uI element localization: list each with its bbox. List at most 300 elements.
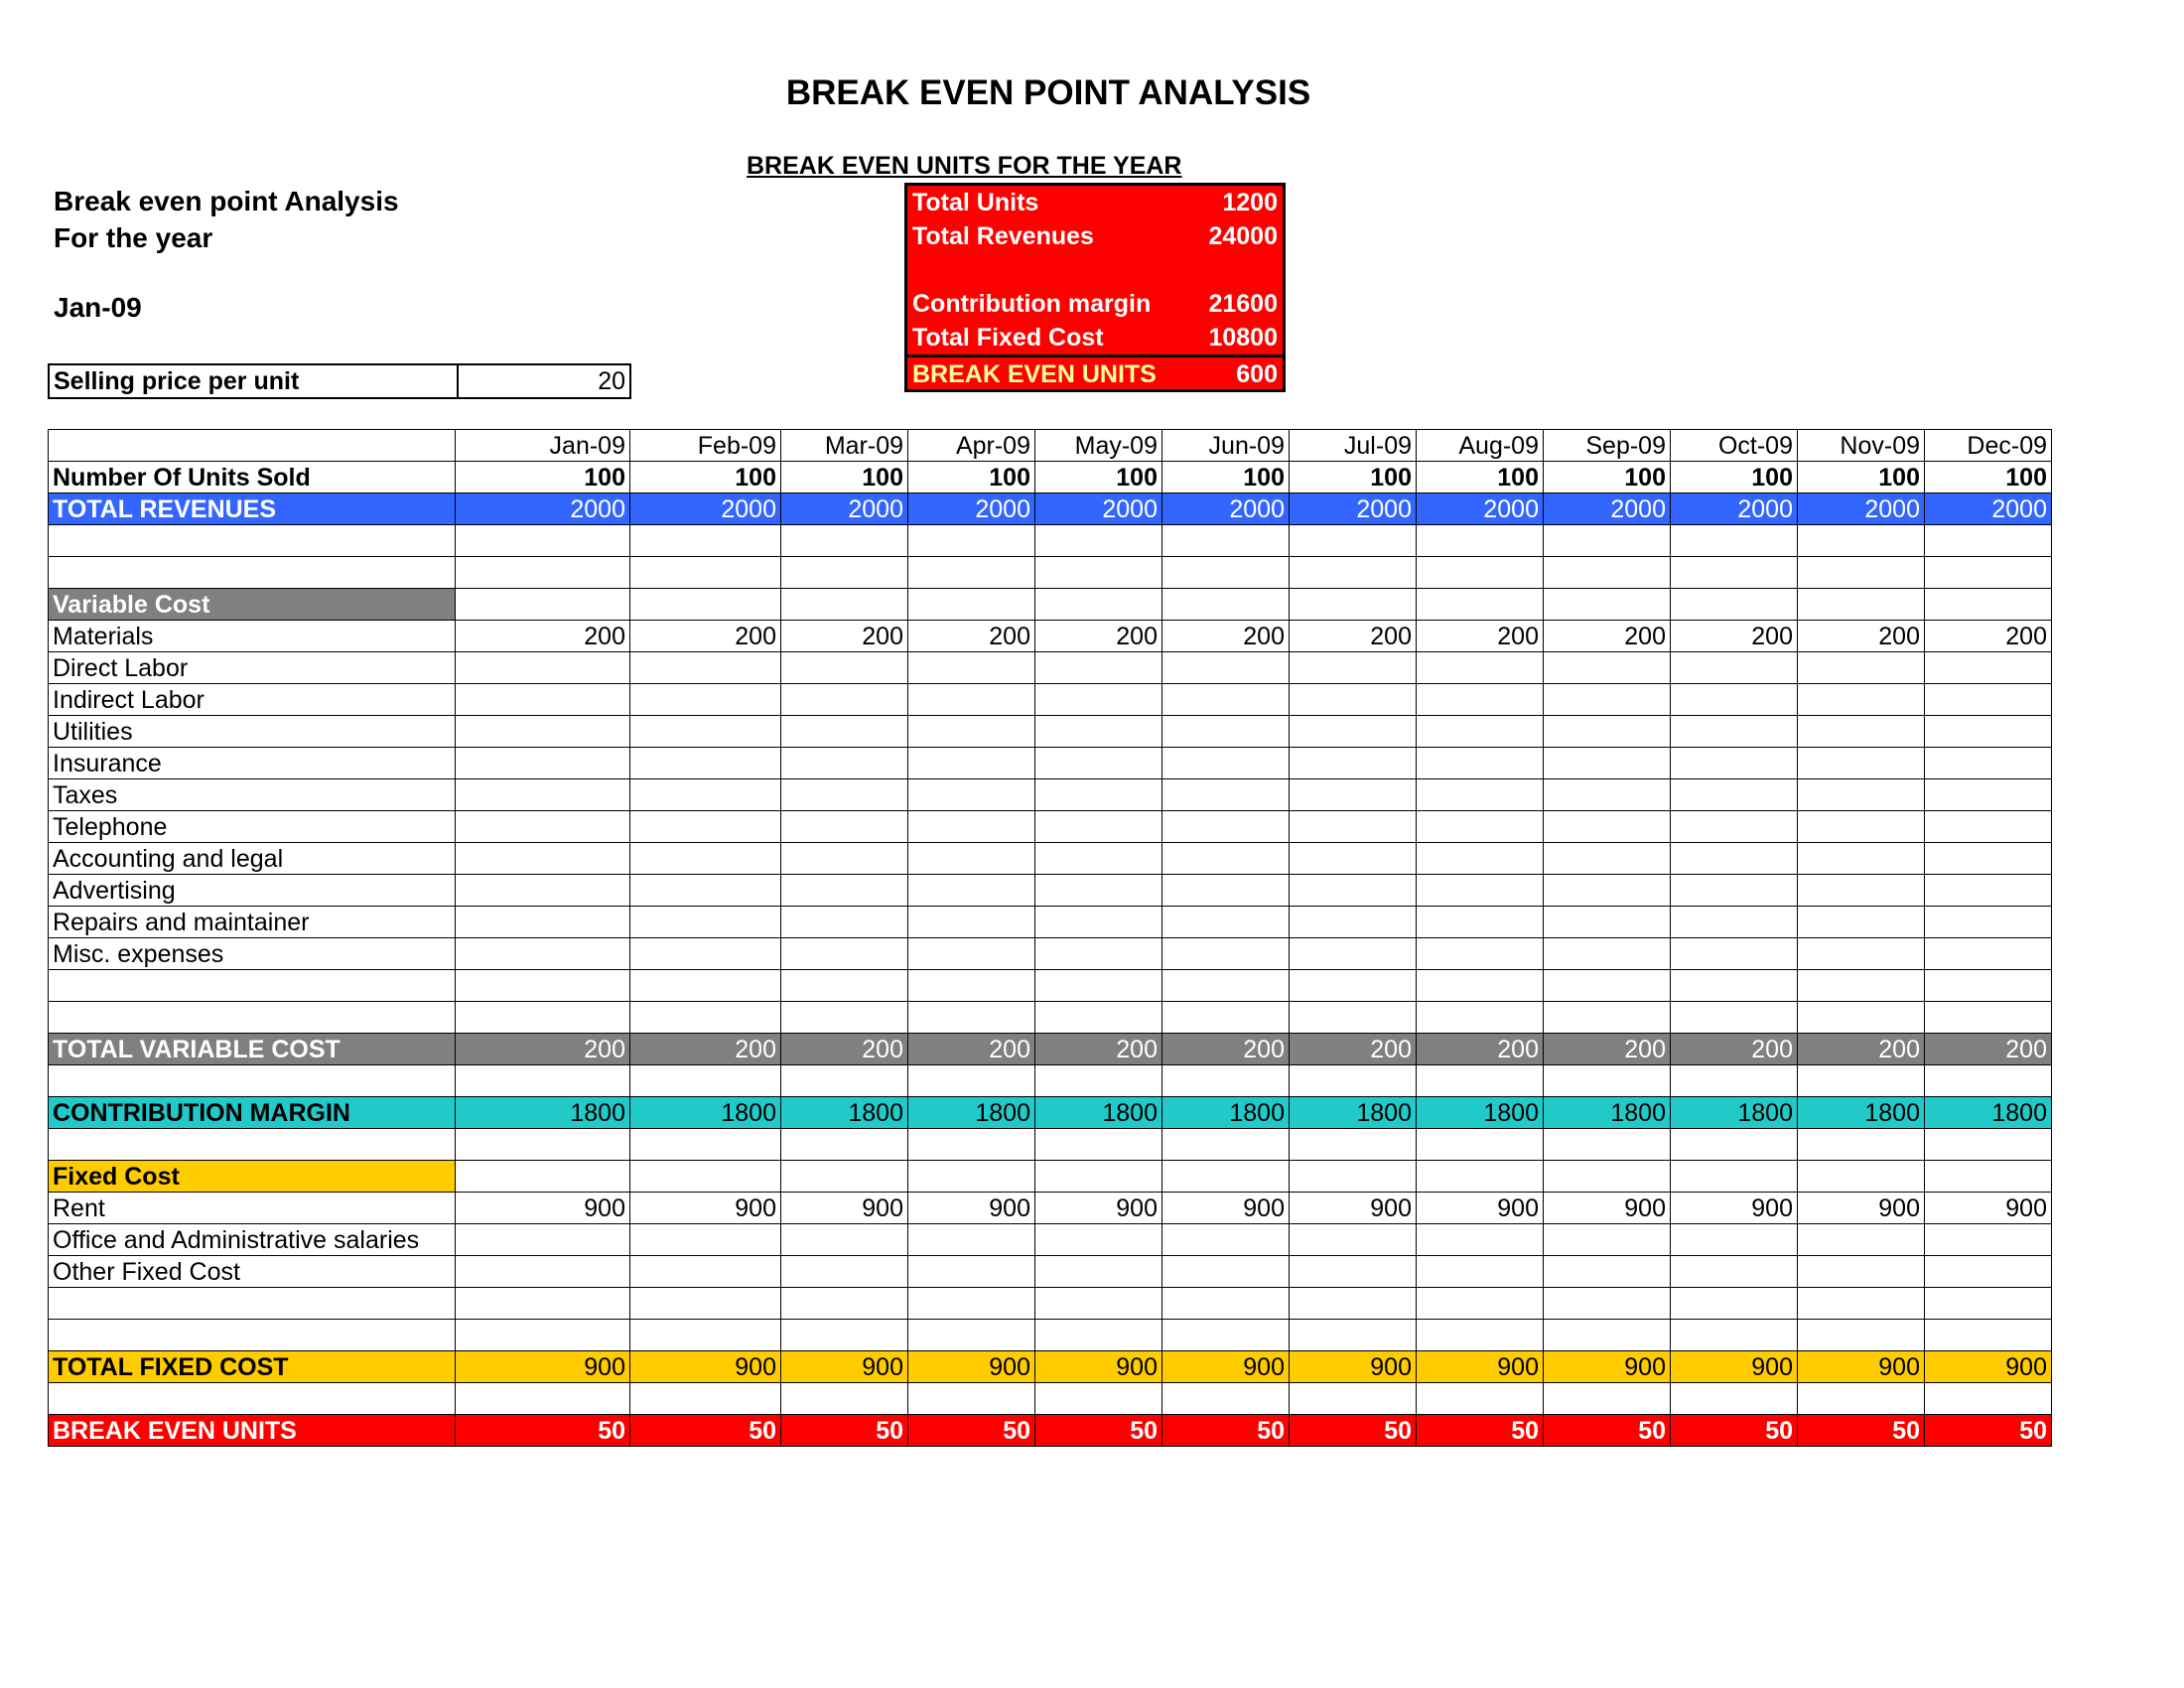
table-cell[interactable] [1671, 748, 1798, 779]
table-cell[interactable] [1544, 1383, 1671, 1415]
table-cell[interactable] [1544, 1320, 1671, 1351]
table-cell[interactable]: 200 [1035, 1034, 1162, 1065]
table-cell[interactable] [1035, 907, 1162, 938]
table-cell[interactable] [1035, 843, 1162, 875]
table-cell[interactable] [630, 652, 781, 684]
table-cell[interactable]: 900 [1798, 1193, 1925, 1224]
table-cell[interactable] [1417, 684, 1544, 716]
table-cell[interactable] [908, 652, 1035, 684]
table-cell[interactable] [908, 811, 1035, 843]
table-cell[interactable]: 200 [1544, 1034, 1671, 1065]
table-cell[interactable] [1290, 875, 1417, 907]
table-cell[interactable] [1544, 1256, 1671, 1288]
table-cell[interactable]: 2000 [1035, 493, 1162, 525]
table-cell[interactable] [1290, 811, 1417, 843]
table-cell[interactable] [1162, 907, 1290, 938]
table-cell[interactable] [1290, 1129, 1417, 1161]
table-cell[interactable] [1417, 1383, 1544, 1415]
table-cell[interactable]: 100 [1925, 462, 2052, 493]
table-cell[interactable] [1417, 1256, 1544, 1288]
table-cell[interactable]: 200 [1544, 621, 1671, 652]
table-cell[interactable] [1925, 938, 2052, 970]
table-cell[interactable] [456, 938, 630, 970]
table-cell[interactable] [1798, 1383, 1925, 1415]
table-cell[interactable] [1162, 1161, 1290, 1193]
table-cell[interactable]: 200 [1290, 1034, 1417, 1065]
table-cell[interactable] [781, 1129, 908, 1161]
table-cell[interactable] [1162, 1383, 1290, 1415]
table-cell[interactable] [630, 684, 781, 716]
table-cell[interactable] [1035, 1383, 1162, 1415]
table-cell[interactable] [630, 843, 781, 875]
table-cell[interactable] [1544, 938, 1671, 970]
selling-price-value[interactable]: 20 [458, 364, 630, 398]
table-cell[interactable] [1671, 1161, 1798, 1193]
table-cell[interactable]: 900 [630, 1193, 781, 1224]
table-cell[interactable]: 200 [456, 621, 630, 652]
table-cell[interactable] [908, 684, 1035, 716]
table-cell[interactable]: 200 [1290, 621, 1417, 652]
table-cell[interactable] [456, 1224, 630, 1256]
table-cell[interactable]: 1800 [1925, 1097, 2052, 1129]
table-cell[interactable]: 900 [781, 1193, 908, 1224]
table-cell[interactable] [1671, 907, 1798, 938]
table-cell[interactable] [1417, 843, 1544, 875]
table-cell[interactable] [456, 907, 630, 938]
table-cell[interactable] [456, 589, 630, 621]
table-cell[interactable] [908, 1161, 1035, 1193]
table-cell[interactable]: 200 [1671, 621, 1798, 652]
table-cell[interactable] [1290, 525, 1417, 557]
table-cell[interactable] [1417, 716, 1544, 748]
table-cell[interactable] [1925, 1129, 2052, 1161]
table-cell[interactable]: 50 [781, 1415, 908, 1447]
table-cell[interactable] [908, 938, 1035, 970]
table-cell[interactable] [1162, 811, 1290, 843]
table-cell[interactable]: 200 [1035, 621, 1162, 652]
table-cell[interactable] [1290, 907, 1417, 938]
table-cell[interactable] [1290, 1288, 1417, 1320]
table-cell[interactable]: 200 [781, 621, 908, 652]
table-cell[interactable] [630, 875, 781, 907]
table-cell[interactable] [456, 1320, 630, 1351]
table-cell[interactable]: 200 [908, 1034, 1035, 1065]
table-cell[interactable] [1925, 1161, 2052, 1193]
table-cell[interactable] [1798, 557, 1925, 589]
table-cell[interactable] [781, 1256, 908, 1288]
table-cell[interactable]: 2000 [1417, 493, 1544, 525]
table-cell[interactable] [1798, 1320, 1925, 1351]
table-cell[interactable] [1798, 1002, 1925, 1034]
table-cell[interactable] [1035, 938, 1162, 970]
table-cell[interactable] [1290, 1161, 1417, 1193]
table-cell[interactable]: 900 [908, 1193, 1035, 1224]
table-cell[interactable] [456, 1161, 630, 1193]
table-cell[interactable] [1035, 875, 1162, 907]
table-cell[interactable] [781, 1065, 908, 1097]
table-cell[interactable] [1290, 970, 1417, 1002]
table-cell[interactable] [1035, 811, 1162, 843]
table-cell[interactable] [1162, 843, 1290, 875]
table-cell[interactable]: 900 [1290, 1193, 1417, 1224]
table-cell[interactable]: 900 [1290, 1351, 1417, 1383]
table-cell[interactable] [1925, 970, 2052, 1002]
table-cell[interactable]: 1800 [1035, 1097, 1162, 1129]
table-cell[interactable] [1544, 589, 1671, 621]
table-cell[interactable] [630, 811, 781, 843]
table-cell[interactable]: 200 [1671, 1034, 1798, 1065]
table-cell[interactable]: 50 [630, 1415, 781, 1447]
table-cell[interactable] [781, 970, 908, 1002]
table-cell[interactable]: 900 [1417, 1193, 1544, 1224]
table-cell[interactable] [1290, 684, 1417, 716]
table-cell[interactable] [1925, 1065, 2052, 1097]
table-cell[interactable] [1671, 1224, 1798, 1256]
table-cell[interactable] [1417, 779, 1544, 811]
table-cell[interactable]: 50 [1671, 1415, 1798, 1447]
table-cell[interactable]: 900 [1035, 1193, 1162, 1224]
table-cell[interactable] [456, 684, 630, 716]
table-cell[interactable] [1798, 589, 1925, 621]
table-cell[interactable] [1925, 684, 2052, 716]
table-cell[interactable] [630, 1224, 781, 1256]
table-cell[interactable]: 900 [630, 1351, 781, 1383]
table-cell[interactable] [908, 875, 1035, 907]
table-cell[interactable] [1544, 907, 1671, 938]
table-cell[interactable] [781, 1224, 908, 1256]
table-cell[interactable] [1035, 1320, 1162, 1351]
table-cell[interactable] [781, 525, 908, 557]
table-cell[interactable] [781, 1383, 908, 1415]
table-cell[interactable] [1417, 1129, 1544, 1161]
table-cell[interactable] [1925, 1288, 2052, 1320]
table-cell[interactable] [1162, 557, 1290, 589]
table-cell[interactable] [1417, 970, 1544, 1002]
table-cell[interactable] [1035, 589, 1162, 621]
table-cell[interactable] [1798, 1224, 1925, 1256]
table-cell[interactable] [630, 1002, 781, 1034]
table-cell[interactable] [1290, 779, 1417, 811]
table-cell[interactable]: 900 [1162, 1193, 1290, 1224]
table-cell[interactable] [456, 843, 630, 875]
table-cell[interactable] [1798, 875, 1925, 907]
table-cell[interactable]: 900 [1671, 1193, 1798, 1224]
table-cell[interactable] [456, 811, 630, 843]
table-cell[interactable] [1162, 1288, 1290, 1320]
table-cell[interactable] [908, 716, 1035, 748]
table-cell[interactable] [456, 1256, 630, 1288]
table-cell[interactable]: 200 [630, 1034, 781, 1065]
table-cell[interactable] [630, 557, 781, 589]
table-cell[interactable]: 50 [456, 1415, 630, 1447]
table-cell[interactable]: 1800 [908, 1097, 1035, 1129]
table-cell[interactable] [1035, 1256, 1162, 1288]
table-cell[interactable]: 50 [1162, 1415, 1290, 1447]
table-cell[interactable] [1544, 525, 1671, 557]
table-cell[interactable]: 900 [1925, 1351, 2052, 1383]
table-cell[interactable]: 900 [1925, 1193, 2052, 1224]
table-cell[interactable] [1290, 589, 1417, 621]
table-cell[interactable] [1290, 1224, 1417, 1256]
table-cell[interactable] [781, 589, 908, 621]
table-cell[interactable] [1290, 748, 1417, 779]
table-cell[interactable] [781, 938, 908, 970]
table-cell[interactable]: 50 [1798, 1415, 1925, 1447]
table-cell[interactable]: 900 [1544, 1193, 1671, 1224]
table-cell[interactable] [781, 652, 908, 684]
table-cell[interactable]: 2000 [1798, 493, 1925, 525]
table-cell[interactable] [1035, 652, 1162, 684]
table-cell[interactable] [1925, 1002, 2052, 1034]
table-cell[interactable]: 2000 [1925, 493, 2052, 525]
table-cell[interactable] [908, 1129, 1035, 1161]
table-cell[interactable] [1925, 1224, 2052, 1256]
table-cell[interactable] [1671, 1320, 1798, 1351]
table-cell[interactable] [456, 557, 630, 589]
table-cell[interactable] [1162, 970, 1290, 1002]
table-cell[interactable] [1925, 811, 2052, 843]
table-cell[interactable] [908, 1224, 1035, 1256]
table-cell[interactable] [1162, 1256, 1290, 1288]
table-cell[interactable] [1544, 652, 1671, 684]
table-cell[interactable] [456, 875, 630, 907]
table-cell[interactable]: 100 [908, 462, 1035, 493]
table-cell[interactable]: 200 [456, 1034, 630, 1065]
table-cell[interactable] [1162, 938, 1290, 970]
table-cell[interactable]: 1800 [1671, 1097, 1798, 1129]
table-cell[interactable] [630, 1161, 781, 1193]
table-cell[interactable] [1798, 716, 1925, 748]
table-cell[interactable]: 1800 [1798, 1097, 1925, 1129]
table-cell[interactable] [1671, 1002, 1798, 1034]
table-cell[interactable]: 1800 [1544, 1097, 1671, 1129]
table-cell[interactable] [1162, 716, 1290, 748]
table-cell[interactable] [781, 779, 908, 811]
table-cell[interactable] [1798, 525, 1925, 557]
table-cell[interactable]: 2000 [781, 493, 908, 525]
table-cell[interactable]: 900 [1035, 1351, 1162, 1383]
table-cell[interactable] [1544, 1224, 1671, 1256]
table-cell[interactable] [1925, 557, 2052, 589]
table-cell[interactable]: 100 [1798, 462, 1925, 493]
table-cell[interactable]: 2000 [456, 493, 630, 525]
table-cell[interactable] [1162, 1065, 1290, 1097]
table-cell[interactable] [630, 525, 781, 557]
table-cell[interactable] [1544, 1065, 1671, 1097]
table-cell[interactable] [1290, 652, 1417, 684]
table-cell[interactable] [630, 1320, 781, 1351]
table-cell[interactable]: 100 [1162, 462, 1290, 493]
table-cell[interactable] [781, 1320, 908, 1351]
table-cell[interactable] [1162, 525, 1290, 557]
table-cell[interactable]: 200 [1162, 1034, 1290, 1065]
table-cell[interactable] [456, 779, 630, 811]
table-cell[interactable]: 200 [1798, 1034, 1925, 1065]
table-cell[interactable] [908, 1288, 1035, 1320]
table-cell[interactable] [1035, 1065, 1162, 1097]
table-cell[interactable] [1417, 811, 1544, 843]
table-cell[interactable] [1035, 716, 1162, 748]
table-cell[interactable] [1290, 557, 1417, 589]
table-cell[interactable] [1798, 1065, 1925, 1097]
table-cell[interactable] [1798, 684, 1925, 716]
table-cell[interactable]: 1800 [1162, 1097, 1290, 1129]
table-cell[interactable] [1798, 748, 1925, 779]
table-cell[interactable] [1035, 779, 1162, 811]
table-cell[interactable] [908, 779, 1035, 811]
table-cell[interactable] [1798, 1288, 1925, 1320]
table-cell[interactable]: 900 [1417, 1351, 1544, 1383]
table-cell[interactable] [1035, 970, 1162, 1002]
table-cell[interactable] [1544, 970, 1671, 1002]
table-cell[interactable] [1671, 1065, 1798, 1097]
table-cell[interactable] [1035, 748, 1162, 779]
table-cell[interactable] [630, 970, 781, 1002]
table-cell[interactable] [1417, 938, 1544, 970]
table-cell[interactable]: 900 [1798, 1351, 1925, 1383]
table-cell[interactable]: 1800 [456, 1097, 630, 1129]
table-cell[interactable] [1544, 1288, 1671, 1320]
table-cell[interactable] [1925, 652, 2052, 684]
table-cell[interactable] [1798, 938, 1925, 970]
table-cell[interactable] [908, 1256, 1035, 1288]
table-cell[interactable] [1035, 1224, 1162, 1256]
table-cell[interactable] [1925, 907, 2052, 938]
table-cell[interactable] [630, 1288, 781, 1320]
table-cell[interactable] [1925, 716, 2052, 748]
table-cell[interactable] [781, 1288, 908, 1320]
table-cell[interactable] [1544, 716, 1671, 748]
table-cell[interactable]: 100 [1417, 462, 1544, 493]
table-cell[interactable] [1925, 875, 2052, 907]
table-cell[interactable] [1417, 907, 1544, 938]
table-cell[interactable]: 200 [630, 621, 781, 652]
table-cell[interactable]: 200 [1417, 1034, 1544, 1065]
table-cell[interactable] [1671, 1256, 1798, 1288]
table-cell[interactable]: 50 [1035, 1415, 1162, 1447]
table-cell[interactable] [1925, 1256, 2052, 1288]
table-cell[interactable]: 50 [1417, 1415, 1544, 1447]
table-cell[interactable] [1417, 1320, 1544, 1351]
table-cell[interactable] [1417, 525, 1544, 557]
table-cell[interactable] [1798, 843, 1925, 875]
table-cell[interactable]: 900 [1162, 1351, 1290, 1383]
table-cell[interactable]: 200 [1925, 621, 2052, 652]
table-cell[interactable] [1798, 652, 1925, 684]
table-cell[interactable] [1162, 684, 1290, 716]
table-cell[interactable]: 200 [1417, 621, 1544, 652]
table-cell[interactable] [1290, 1256, 1417, 1288]
table-cell[interactable] [1671, 1288, 1798, 1320]
table-cell[interactable] [1544, 1161, 1671, 1193]
table-cell[interactable]: 2000 [1544, 493, 1671, 525]
table-cell[interactable]: 2000 [908, 493, 1035, 525]
table-cell[interactable]: 2000 [1671, 493, 1798, 525]
table-cell[interactable] [1671, 652, 1798, 684]
table-cell[interactable] [630, 748, 781, 779]
table-cell[interactable] [1035, 1002, 1162, 1034]
table-cell[interactable] [781, 907, 908, 938]
table-cell[interactable] [1671, 811, 1798, 843]
table-cell[interactable] [908, 1320, 1035, 1351]
table-cell[interactable] [1417, 589, 1544, 621]
table-cell[interactable] [630, 589, 781, 621]
table-cell[interactable]: 900 [1671, 1351, 1798, 1383]
table-cell[interactable] [1162, 589, 1290, 621]
table-cell[interactable]: 50 [1925, 1415, 2052, 1447]
table-cell[interactable]: 50 [908, 1415, 1035, 1447]
table-cell[interactable]: 900 [781, 1351, 908, 1383]
table-cell[interactable] [1162, 875, 1290, 907]
table-cell[interactable] [1798, 1129, 1925, 1161]
table-cell[interactable] [1671, 589, 1798, 621]
table-cell[interactable] [1671, 684, 1798, 716]
table-cell[interactable] [1671, 875, 1798, 907]
table-cell[interactable] [1290, 1320, 1417, 1351]
table-cell[interactable] [781, 716, 908, 748]
table-cell[interactable] [456, 1065, 630, 1097]
table-cell[interactable] [781, 1161, 908, 1193]
table-cell[interactable] [1798, 970, 1925, 1002]
table-cell[interactable] [1671, 525, 1798, 557]
table-cell[interactable] [1290, 716, 1417, 748]
table-cell[interactable] [1671, 938, 1798, 970]
table-cell[interactable] [1290, 1002, 1417, 1034]
table-cell[interactable]: 1800 [1290, 1097, 1417, 1129]
table-cell[interactable] [456, 1129, 630, 1161]
table-cell[interactable] [1544, 748, 1671, 779]
table-cell[interactable]: 1800 [781, 1097, 908, 1129]
table-cell[interactable] [456, 525, 630, 557]
table-cell[interactable]: 100 [1035, 462, 1162, 493]
table-cell[interactable] [1290, 1383, 1417, 1415]
table-cell[interactable] [781, 843, 908, 875]
table-cell[interactable] [781, 684, 908, 716]
table-cell[interactable] [630, 1065, 781, 1097]
table-cell[interactable] [1671, 970, 1798, 1002]
table-cell[interactable] [630, 938, 781, 970]
table-cell[interactable]: 900 [456, 1351, 630, 1383]
table-cell[interactable] [456, 1002, 630, 1034]
table-cell[interactable] [1290, 843, 1417, 875]
table-cell[interactable] [908, 525, 1035, 557]
table-cell[interactable]: 200 [1798, 621, 1925, 652]
table-cell[interactable] [1162, 779, 1290, 811]
table-cell[interactable] [908, 1065, 1035, 1097]
table-cell[interactable] [908, 1383, 1035, 1415]
table-cell[interactable]: 2000 [1290, 493, 1417, 525]
table-cell[interactable] [908, 589, 1035, 621]
table-cell[interactable] [630, 1383, 781, 1415]
table-cell[interactable] [908, 970, 1035, 1002]
table-cell[interactable] [1417, 875, 1544, 907]
table-cell[interactable] [1925, 589, 2052, 621]
table-cell[interactable] [1162, 1129, 1290, 1161]
table-cell[interactable] [781, 875, 908, 907]
table-cell[interactable]: 100 [1671, 462, 1798, 493]
table-cell[interactable]: 200 [908, 621, 1035, 652]
table-cell[interactable] [781, 557, 908, 589]
table-cell[interactable] [908, 748, 1035, 779]
table-cell[interactable] [1544, 779, 1671, 811]
table-cell[interactable]: 200 [781, 1034, 908, 1065]
table-cell[interactable] [1544, 811, 1671, 843]
table-cell[interactable] [908, 843, 1035, 875]
table-cell[interactable] [1417, 557, 1544, 589]
table-cell[interactable] [1798, 907, 1925, 938]
table-cell[interactable] [1162, 1320, 1290, 1351]
table-cell[interactable] [1544, 1129, 1671, 1161]
